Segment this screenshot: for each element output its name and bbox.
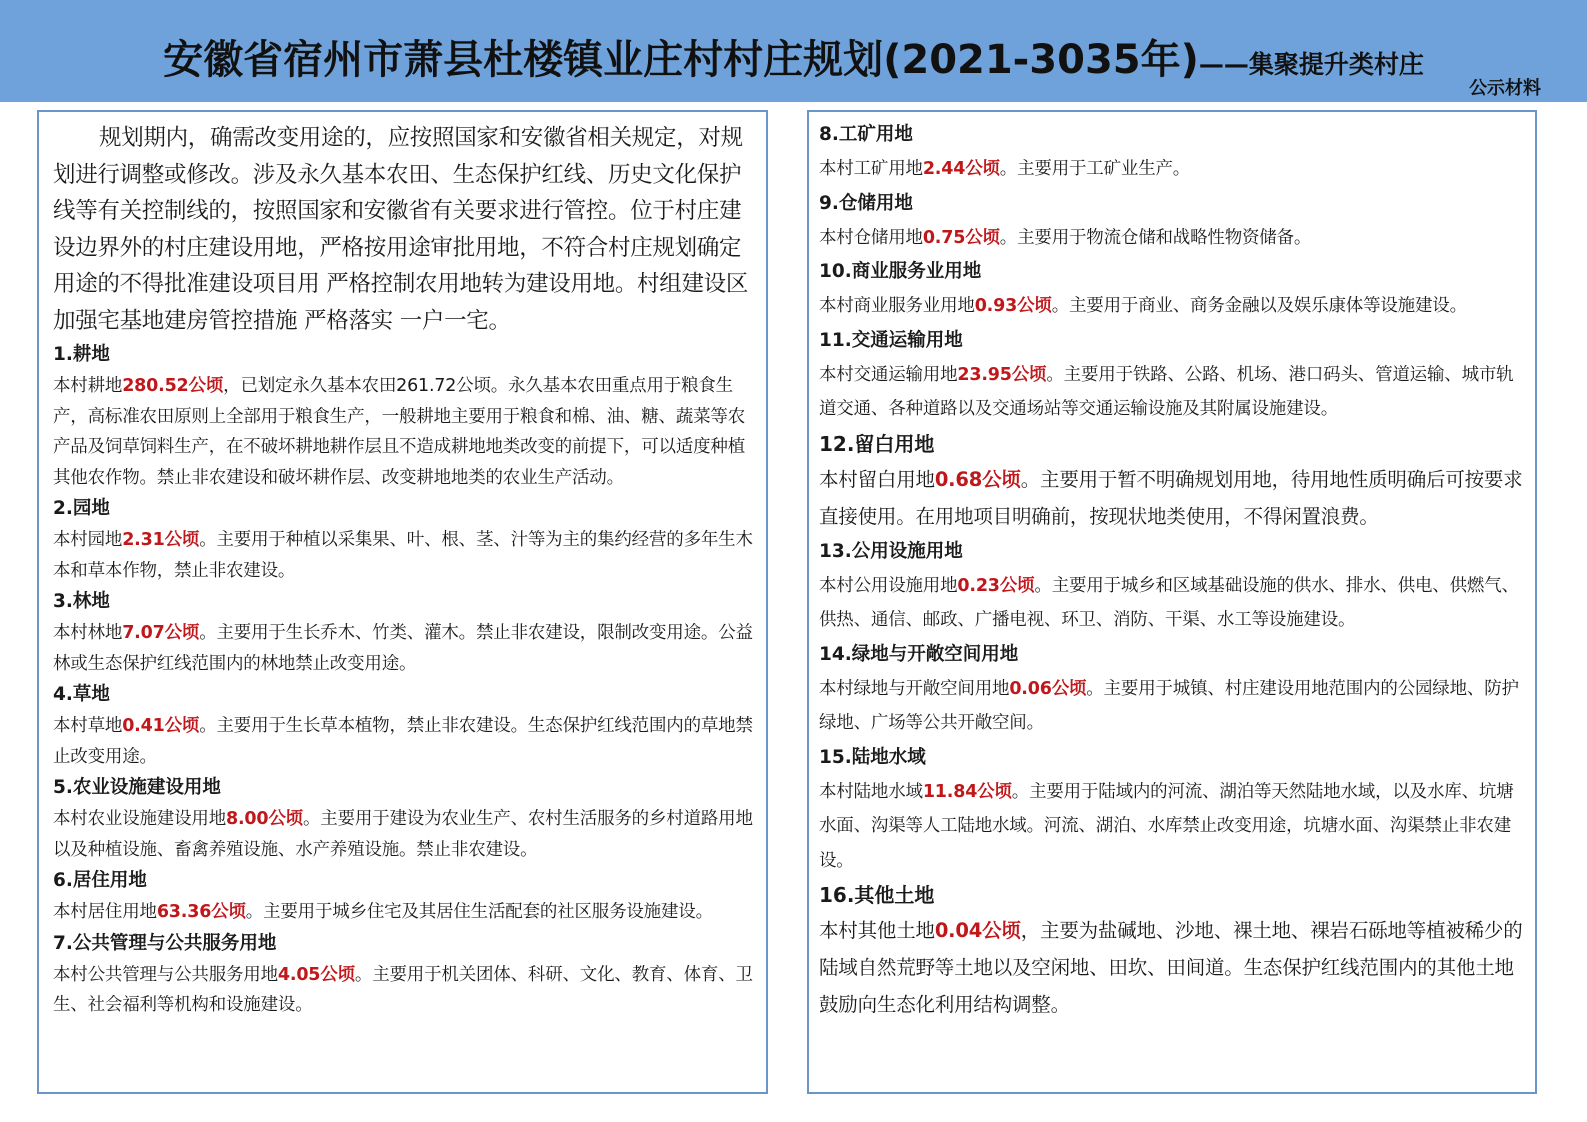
- body-lead-text: 本村交通运输用地: [819, 364, 958, 385]
- body-description: 。主要用于建设为农业生产、农村生活服务的乡村道路用地以及种植设施、畜禽养殖设施、水产养殖设施。禁止非农建设。: [53, 809, 753, 860]
- notice-tag: 公示材料: [1469, 78, 1541, 99]
- section-title: 3.林地: [53, 591, 110, 612]
- body-description: ，已划定永久基本农田261.72公顷。永久基本农田重点用于粮食生产，高标准农田原则上全部用于粮食生产，一般耕地主要用于粮食和棉、油、糖、蔬菜等农产品及饲草饲料生产，在不破坏耕地耕作层且不造成耕地地类改变的前提下，可以适度种植其他农作物。禁止非农建设和破坏耕作层、改变耕地地类的农业生产活动。: [53, 376, 745, 488]
- land-use-section: [819, 187, 1525, 256]
- section-body: [53, 618, 756, 679]
- body-description: 。主要用于陆域内的河流、湖泊等天然陆地水域，以及水库、坑塘水面、沟渠等人工陆地水域。河流、湖泊、水库禁止改变用途，坑塘水面、沟渠禁止非农建设。: [819, 781, 1514, 871]
- body-description: 。主要用于铁路、公路、机场、港口码头、管道运输、城市轨道交通、各种道路以及交通场站等交通运输设施及其附属设施建设。: [819, 364, 1514, 419]
- body-description: 。主要用于城镇、村庄建设用地范围内的公园绿地、防护绿地、广场等公共开敞空间。: [819, 678, 1519, 733]
- land-use-section: [819, 427, 1525, 535]
- body-description: 。主要用于城乡住宅及其居住生活配套的社区服务设施建设。: [245, 902, 713, 922]
- left-panel: [37, 110, 768, 1094]
- body-lead-text: 本村居住用地: [53, 902, 157, 922]
- land-use-section: [53, 586, 756, 679]
- section-title: 5.农业设施建设用地: [53, 777, 221, 798]
- body-description: 。主要用于物流仓储和战略性物资储备。: [999, 227, 1312, 248]
- section-title: 8.工矿用地: [819, 124, 913, 145]
- section-body: [53, 711, 756, 772]
- section-title: 9.仓储用地: [819, 192, 913, 214]
- area-value: 0.68公顷: [934, 467, 1021, 491]
- body-lead-text: 本村商业服务业用地: [819, 296, 975, 316]
- land-use-section: [53, 339, 756, 493]
- section-title: 14.绿地与开敞空间用地: [819, 643, 1019, 665]
- body-lead-text: 本村仓储用地: [819, 227, 923, 248]
- area-value: 280.52公顷: [122, 376, 224, 396]
- section-body: [819, 775, 1525, 879]
- area-value: 0.93公顷: [974, 296, 1052, 316]
- land-use-section: [53, 865, 756, 928]
- body-description: 。主要用于机关团体、科研、文化、教育、体育、卫生、社会福利等机构和设施建设。: [53, 964, 753, 1015]
- body-lead-text: 本村林地: [53, 623, 123, 643]
- land-use-section: [53, 928, 756, 1021]
- area-value: 7.07公顷: [122, 623, 200, 643]
- body-description: 。主要用于工矿业生产。: [999, 159, 1191, 179]
- section-title: 4.草地: [53, 684, 110, 705]
- section-body: [819, 221, 1525, 256]
- title-main: 安徽省宿州市萧县杜楼镇业庄村村庄规划(2021-3035年): [163, 37, 1199, 83]
- left-section-list: [53, 339, 756, 1021]
- body-lead-text: 本村耕地: [53, 376, 123, 396]
- body-lead-text: 本村绿地与开敞空间用地: [819, 678, 1010, 699]
- section-body: [819, 358, 1525, 427]
- body-lead-text: 本村工矿用地: [819, 159, 923, 179]
- area-value: 2.31公顷: [122, 530, 200, 550]
- section-title: 2.园地: [53, 498, 110, 519]
- body-description: 。主要用于生长乔木、竹类、灌木。禁止非农建设，限制改变用途。公益林或生态保护红线范围内的林地禁止改变用途。: [53, 623, 753, 674]
- body-description: 。主要用于暂不明确规划用地，待用地性质明确后可按要求直接使用。在用地项目明确前，按现状地类使用，不得闲置浪费。: [819, 467, 1523, 528]
- land-use-section: [819, 535, 1525, 638]
- area-value: 0.41公顷: [122, 716, 200, 736]
- title-subtitle: ——集聚提升类村庄: [1198, 50, 1424, 79]
- section-title: 16.其他土地: [819, 883, 935, 907]
- area-value: 23.95公顷: [957, 364, 1047, 385]
- section-body: [53, 371, 756, 493]
- body-description: 。主要用于商业、商务金融以及娱乐康体等设施建设。: [1051, 296, 1467, 316]
- land-use-section: [819, 118, 1525, 187]
- section-title: 7.公共管理与公共服务用地: [53, 932, 277, 954]
- land-use-section: [53, 493, 756, 586]
- land-use-section: [53, 679, 756, 772]
- area-value: 0.04公顷: [934, 919, 1021, 942]
- section-body: [53, 525, 756, 586]
- body-description: 。主要用于城乡和区域基础设施的供水、排水、供电、供燃气、供热、通信、邮政、广播电视、环卫、消防、干渠、水工等设施建设。: [819, 575, 1519, 630]
- area-value: 4.05公顷: [277, 964, 355, 985]
- land-use-section: [53, 772, 756, 865]
- section-body: [819, 569, 1525, 638]
- body-description: 。主要用于种植以采集果、叶、根、茎、汁等为主的集约经营的多年生木本和草本作物，禁止非农建设。: [53, 530, 753, 581]
- area-value: 0.06公顷: [1009, 678, 1087, 699]
- area-value: 0.23公顷: [957, 575, 1035, 596]
- body-lead-text: 本村公用设施用地: [819, 575, 958, 596]
- section-title: 12.留白用地: [819, 431, 935, 456]
- section-title: 6.居住用地: [53, 870, 147, 891]
- page-title: [0, 28, 1587, 85]
- body-lead-text: 本村农业设施建设用地: [53, 809, 226, 829]
- area-value: 0.75公顷: [922, 227, 1000, 248]
- section-title: 10.商业服务业用地: [819, 261, 982, 282]
- section-body: [53, 804, 756, 865]
- title-banner: [0, 0, 1587, 102]
- land-use-section: [819, 255, 1525, 324]
- section-title: 11.交通运输用地: [819, 329, 963, 351]
- right-section-list: [819, 118, 1525, 1023]
- right-panel: [807, 110, 1537, 1094]
- section-title: 15.陆地水域: [819, 746, 926, 768]
- section-title: 1.耕地: [53, 344, 110, 365]
- land-use-section: [819, 324, 1525, 427]
- section-body: [819, 912, 1525, 1023]
- section-body: [819, 672, 1525, 741]
- section-body: [819, 289, 1525, 324]
- section-body: [819, 152, 1525, 187]
- body-lead-text: 本村陆地水域: [819, 781, 923, 802]
- body-lead-text: 本村留白用地: [819, 467, 935, 491]
- land-use-section: [819, 878, 1525, 1023]
- body-description: ，主要为盐碱地、沙地、裸土地、裸岩石砾地等植被稀少的陆域自然荒野等土地以及空闲地、田坎、田间道。生态保护红线范围内的其他土地鼓励向生态化利用结构调整。: [819, 919, 1523, 1016]
- section-body: [819, 461, 1525, 535]
- area-value: 11.84公顷: [922, 781, 1012, 802]
- section-body: [53, 897, 756, 928]
- body-lead-text: 本村公共管理与公共服务用地: [53, 964, 278, 985]
- land-use-section: [819, 741, 1525, 879]
- body-lead-text: 本村草地: [53, 716, 123, 736]
- section-body: [53, 960, 756, 1021]
- section-title: 13.公用设施用地: [819, 540, 963, 562]
- body-lead-text: 本村园地: [53, 530, 123, 550]
- body-lead-text: 本村其他土地: [819, 919, 935, 942]
- area-value: 8.00公顷: [226, 809, 303, 829]
- body-description: 。主要用于生长草本植物，禁止非农建设。生态保护红线范围内的草地禁止改变用途。: [53, 716, 753, 767]
- intro-paragraph: 规划期内，确需改变用途的，应按照国家和安徽省相关规定，对规划进行调整或修改。涉及永久基本农田、生态保护红线、历史文化保护线等有关控制线的，按照国家和安徽省有关要求进行管控。位于村庄建设边界外的村庄建设用地，严格按用途审批用地，不符合村庄规划确定用途的不得批准建设项目用 严格控制农用地转为建设用地。村组建设区加强宅基地建房管控措施 严格落实 一户一宅。: [53, 125, 749, 334]
- land-use-section: [819, 638, 1525, 741]
- area-value: 63.36公顷: [156, 902, 246, 922]
- area-value: 2.44公顷: [922, 159, 1000, 179]
